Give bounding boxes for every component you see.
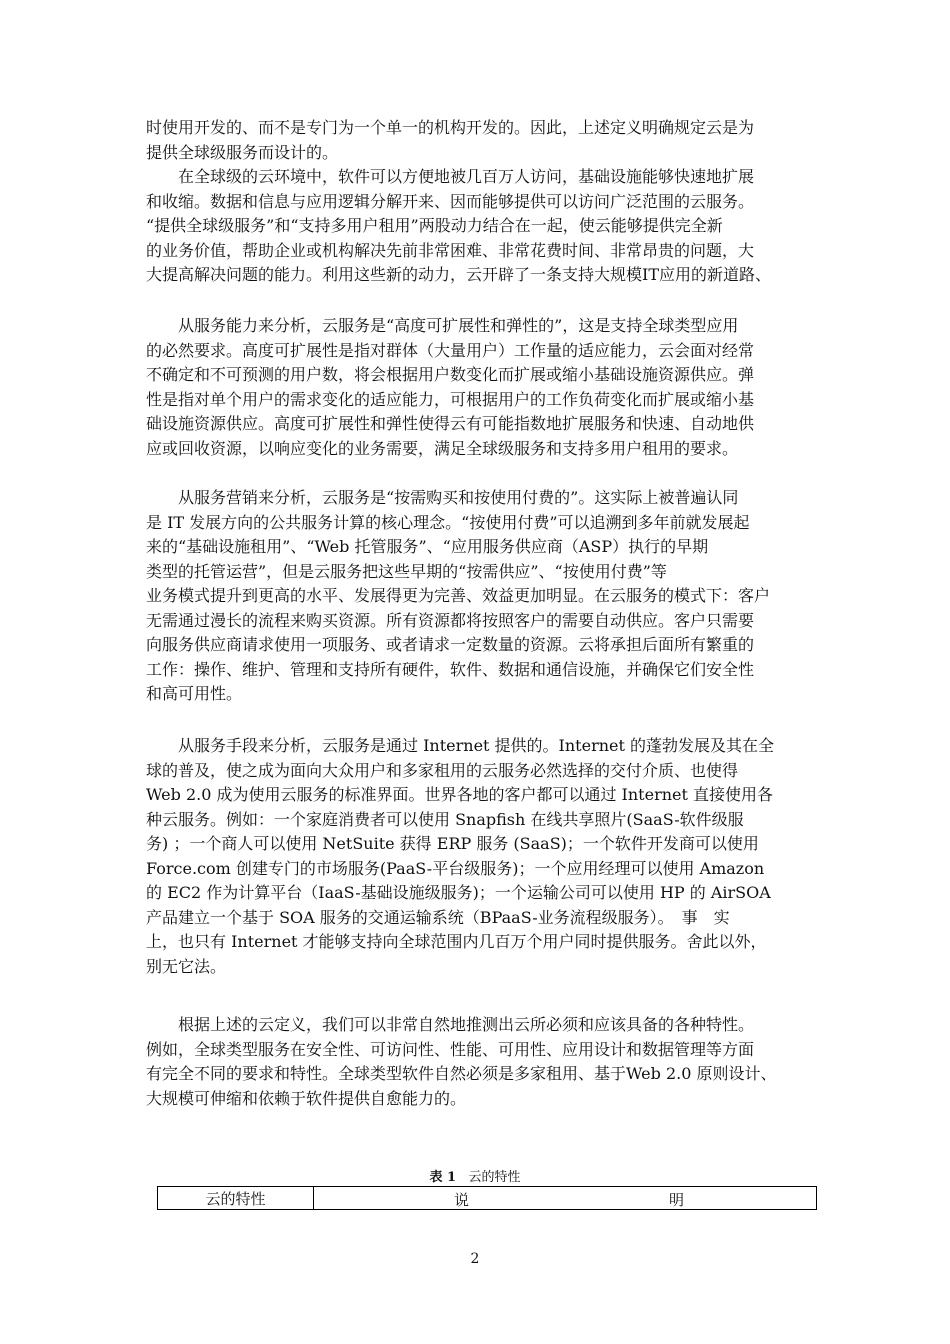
page-number: 2 [470, 1251, 480, 1267]
text-line: 根据上述的云定义，我们可以非常自然地推测出云所必须和应该具备的各种特性。 [146, 1015, 755, 1034]
text-line: 应或回收资源，以响应变化的业务需要，满足全球级服务和支持多用户租用的要求。 [146, 438, 739, 458]
text-line: 业务模式提升到更高的水平、发展得更为完善、效益更加明显。在云服务的模式下：客户 [146, 586, 771, 605]
text-line: 时使用开发的、而不是专门为一个单一的机构开发的。因此，上述定义明确规定云是为 [146, 118, 755, 137]
text-line: 是 IT 发展方向的公共服务计算的核心理念。“按使用付费”可以追溯到多年前就发展起 [146, 512, 750, 532]
characteristics-table [157, 1186, 817, 1210]
table-caption-number: 表 1 [429, 1170, 457, 1185]
text-line: 例如，全球类型服务在安全性、可访问性、性能、可用性、应用设计和数据管理等方面 [146, 1039, 755, 1059]
text-line: 础设施资源供应。高度可扩展性和弹性使得云有可能指数地扩展服务和快速、自动地供 [146, 414, 755, 433]
paragraph-5 [146, 1013, 818, 1111]
text-line: “提供全球级服务”和“支持多用户租用”两股动力结合在一起，使云能够提供完全新 [146, 216, 723, 235]
text-line: 的必然要求。高度可扩展性是指对群体（大量用户）工作量的适应能力，云会面对经常 [146, 340, 755, 360]
text-line: 别无它法。 [146, 956, 227, 976]
text-line: 的 EC2 作为计算平台（IaaS-基础设施级服务)；一个运输公司可以使用 HP 的 AirSOA [146, 883, 771, 902]
text-line: 和收缩。数据和信息与应用逻辑分解开来、因而能够提供可以访问广泛范围的云服务。 [146, 191, 755, 211]
text-line: Web 2.0 成为使用云服务的标准界面。世界各地的客户都可以通过 Internet 直接使用各 [146, 785, 774, 804]
text-line: Force.com 创建专门的市场服务(PaaS-平台级服务)；一个应用经理可以使用 Amazon [146, 858, 765, 878]
text-line: 从服务手段来分析，云服务是通过 Internet 提供的。Internet 的蓬勃发展及其在全 [146, 736, 775, 755]
text-line: 上，也只有 Internet 才能够支持向全球范围内几百万个用户同时提供服务。舍此以外， [146, 932, 767, 951]
text-line: 的业务价值，帮助企业或机构解决先前非常困难、非常花费时间、非常昂贵的问题，大 [146, 240, 755, 260]
table-header-characteristic: 云的特性 [158, 1187, 314, 1210]
text-line: 从服务营销来分析，云服务是“按需购买和按使用付费的”。这实际上被普遍认同 [146, 488, 739, 507]
text-line: 工作：操作、维护、管理和支持所有硬件，软件、数据和通信设施，并确保它们安全性 [146, 659, 755, 679]
text-line: 大规模可伸缩和依赖于软件提供自愈能力的。 [146, 1088, 467, 1108]
text-line: 无需通过漫长的流程来购买资源。所有资源都将按照客户的需要自动供应。客户只需要 [146, 610, 755, 630]
text-line: 类型的托管运营”，但是云服务把这些早期的“按需供应”、“按使用付费”等 [146, 561, 667, 581]
text-line: 有完全不同的要求和特性。全球类型软件自然必须是多家租用、基于Web 2.0 原则设计、 [146, 1064, 777, 1083]
paragraph-0 [146, 116, 818, 165]
paragraph-3 [146, 486, 818, 707]
text-line: 从服务能力来分析，云服务是“高度可扩展性和弹性的”，这是支持全球类型应用 [146, 316, 739, 335]
text-line: 和高可用性。 [146, 684, 243, 703]
table-header-description-char2: 明 [669, 1191, 685, 1209]
text-line: 不确定和不可预测的用户数，将会根据用户数变化而扩展或缩小基础设施资源供应。弹 [146, 365, 755, 384]
text-line: 提供全球级服务而设计的。 [146, 142, 339, 162]
text-line: 产品建立一个基于 SOA 服务的交通运输系统（BPaaS-业务流程级服务）。 事 实 [146, 907, 730, 927]
text-line: 球的普及，使之成为面向大众用户和多家租用的云服务必然选择的交付介质、也使得 [146, 760, 739, 780]
text-line: 种云服务。例如：一个家庭消费者可以使用 Snapfish 在线共享照片(SaaS-软件级服 [146, 809, 744, 829]
text-line: 大提高解决问题的能力。利用这些新的动力，云开辟了一条支持大规模IT应用的新道路、 [146, 265, 771, 284]
table-header-description [314, 1187, 817, 1210]
table-caption [0, 1166, 950, 1185]
paragraph-2 [146, 314, 818, 461]
text-line: 性是指对单个用户的需求变化的适应能力，可根据用户的工作负荷变化而扩展或缩小基 [146, 389, 755, 409]
paragraph-4 [146, 734, 818, 979]
text-line: 务) ；一个商人可以使用 NetSuite 获得 ERP 服务 (SaaS)；一个软件开发商可以使用 [146, 834, 759, 853]
table-header-description-char1: 说 [454, 1191, 470, 1209]
text-line: 向服务供应商请求使用一项服务、或者请求一定数量的资源。云将承担后面所有繁重的 [146, 635, 755, 654]
text-line: 来的“基础设施租用”、“Web 托管服务”、“应用服务供应商（ASP）执行的早期 [146, 537, 709, 556]
text-line: 在全球级的云环境中，软件可以方便地被几百万人访问，基础设施能够快速地扩展 [146, 167, 755, 186]
paragraph-1 [146, 165, 818, 288]
table-caption-title: 云的特性 [468, 1170, 521, 1185]
table-header-row [158, 1187, 817, 1210]
